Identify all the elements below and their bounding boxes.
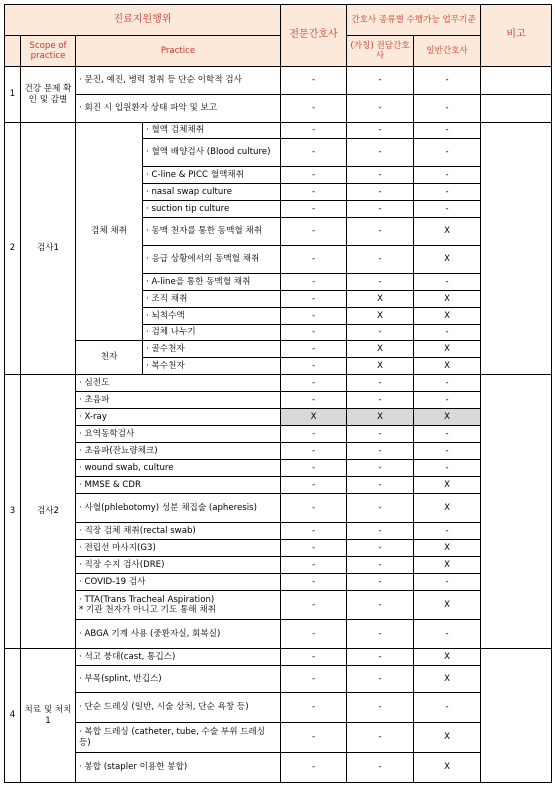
ap-nurse-value: - bbox=[281, 325, 347, 341]
practice-item: · suction tip culture bbox=[143, 201, 281, 218]
specialist-value: - bbox=[347, 426, 414, 443]
specialist-value: - bbox=[347, 591, 414, 620]
remarks-cell bbox=[481, 123, 552, 375]
specialist-value: - bbox=[347, 574, 414, 591]
specialist-value: - bbox=[347, 753, 414, 783]
general-value: - bbox=[414, 139, 481, 167]
general-value: X bbox=[414, 409, 481, 426]
ap-nurse-value: - bbox=[281, 139, 347, 167]
specialist-value: - bbox=[347, 723, 414, 753]
practice-item: · 초음파 bbox=[76, 392, 281, 409]
section-number: 3 bbox=[5, 375, 21, 649]
general-value: X bbox=[414, 246, 481, 274]
specialist-value: - bbox=[347, 201, 414, 218]
specialist-value: - bbox=[347, 443, 414, 460]
ap-nurse-value: X bbox=[281, 409, 347, 426]
practice-item: · MMSE & CDR bbox=[76, 477, 281, 494]
general-value: - bbox=[414, 123, 481, 139]
practice-item: · 골수천자 bbox=[143, 341, 281, 358]
practice-table-document bbox=[4, 4, 551, 782]
section-number: 1 bbox=[5, 67, 21, 123]
header-specialist: (가칭) 전담간호사 bbox=[347, 36, 414, 67]
ap-nurse-value: - bbox=[281, 95, 347, 123]
header-main: 진료지원행위 bbox=[5, 5, 281, 36]
practice-item: · X-ray bbox=[76, 409, 281, 426]
practice-item bbox=[76, 591, 281, 620]
general-value: X bbox=[414, 477, 481, 494]
remarks-cell bbox=[481, 375, 552, 649]
practice-item: · 요역동학검사 bbox=[76, 426, 281, 443]
ap-nurse-value: - bbox=[281, 649, 347, 666]
ap-nurse-value: - bbox=[281, 341, 347, 358]
general-value: - bbox=[414, 167, 481, 184]
subgroup-puncture: 천자 bbox=[76, 341, 143, 375]
specialist-value: - bbox=[347, 67, 414, 95]
general-value: - bbox=[414, 443, 481, 460]
ap-nurse-value: - bbox=[281, 591, 347, 620]
ap-nurse-value: - bbox=[281, 123, 347, 139]
practice-item: · 조직 채취 bbox=[143, 291, 281, 308]
subgroup-specimen: 검체 채취 bbox=[76, 123, 143, 341]
ap-nurse-value: - bbox=[281, 460, 347, 477]
specialist-value: X bbox=[347, 341, 414, 358]
general-value: X bbox=[414, 557, 481, 574]
practice-item: · A-line을 통한 동맥혈 채취 bbox=[143, 274, 281, 291]
remarks-cell bbox=[481, 67, 552, 95]
ap-nurse-value: - bbox=[281, 693, 347, 723]
section-number: 4 bbox=[5, 649, 21, 783]
practice-item: · 전립선 마사지(G3) bbox=[76, 540, 281, 557]
specialist-value: - bbox=[347, 540, 414, 557]
specialist-value: - bbox=[347, 123, 414, 139]
specialist-value: - bbox=[347, 139, 414, 167]
practice-item: · 복합 드레싱 (catheter, tube, 수술 부위 드레싱 등) bbox=[76, 723, 281, 753]
header-scope: Scope of practice bbox=[21, 36, 76, 67]
general-value: - bbox=[414, 201, 481, 218]
ap-nurse-value: - bbox=[281, 666, 347, 693]
ap-nurse-value: - bbox=[281, 523, 347, 540]
specialist-value: X bbox=[347, 409, 414, 426]
header-remarks: 비고 bbox=[481, 5, 552, 67]
ap-nurse-value: - bbox=[281, 184, 347, 201]
practice-item: · 응급 상황에서의 동맥혈 채취 bbox=[143, 246, 281, 274]
ap-nurse-value: - bbox=[281, 620, 347, 649]
general-value: X bbox=[414, 666, 481, 693]
specialist-value: X bbox=[347, 308, 414, 325]
ap-nurse-value: - bbox=[281, 540, 347, 557]
ap-nurse-value: - bbox=[281, 443, 347, 460]
header-ap-nurse: 전문간호사 bbox=[281, 5, 347, 67]
specialist-value: - bbox=[347, 184, 414, 201]
practice-item: · wound swab, culture bbox=[76, 460, 281, 477]
ap-nurse-value: - bbox=[281, 494, 347, 523]
ap-nurse-value: - bbox=[281, 477, 347, 494]
general-value: - bbox=[414, 392, 481, 409]
practice-item: · 직장 수지 검사(DRE) bbox=[76, 557, 281, 574]
specialist-value: - bbox=[347, 274, 414, 291]
general-value: X bbox=[414, 291, 481, 308]
specialist-value: - bbox=[347, 666, 414, 693]
specialist-value: - bbox=[347, 557, 414, 574]
ap-nurse-value: - bbox=[281, 201, 347, 218]
ap-nurse-value: - bbox=[281, 67, 347, 95]
specialist-value: - bbox=[347, 325, 414, 341]
specialist-value: - bbox=[347, 649, 414, 666]
specialist-value: - bbox=[347, 460, 414, 477]
header-general: 일반간호사 bbox=[414, 36, 481, 67]
general-value: - bbox=[414, 67, 481, 95]
practice-item: · 심전도 bbox=[76, 375, 281, 392]
remarks-cell bbox=[481, 649, 552, 783]
specialist-value: - bbox=[347, 95, 414, 123]
practice-item: · 석고 붕대(cast, 통깁스) bbox=[76, 649, 281, 666]
header-group: 간호사 종류별 수행가능 업무기준 bbox=[347, 5, 481, 36]
general-value: - bbox=[414, 574, 481, 591]
ap-nurse-value: - bbox=[281, 246, 347, 274]
general-value: - bbox=[414, 693, 481, 723]
specialist-value: - bbox=[347, 494, 414, 523]
specialist-value: - bbox=[347, 693, 414, 723]
general-value: X bbox=[414, 341, 481, 358]
practice-item: · 초음파(잔뇨량체크) bbox=[76, 443, 281, 460]
practice-item: · 부목(splint, 반깁스) bbox=[76, 666, 281, 693]
general-value: X bbox=[414, 218, 481, 246]
ap-nurse-value: - bbox=[281, 723, 347, 753]
section-scope: 검사1 bbox=[21, 123, 76, 375]
specialist-value: - bbox=[347, 523, 414, 540]
ap-nurse-value: - bbox=[281, 274, 347, 291]
practice-item: · 단순 드레싱 (일반, 시술 상처, 단순 욕창 등) bbox=[76, 693, 281, 723]
practice-item-note: * 기관 천자가 아니고 기도 통해 채취 bbox=[79, 605, 216, 615]
practice-item: · 동맥 천자를 통한 동맥혈 채취 bbox=[143, 218, 281, 246]
header-practice: Practice bbox=[76, 36, 281, 67]
practice-item: · C-line & PICC 혈액채취 bbox=[143, 167, 281, 184]
specialist-value: - bbox=[347, 375, 414, 392]
general-value: - bbox=[414, 325, 481, 341]
general-value: - bbox=[414, 460, 481, 477]
specialist-value: - bbox=[347, 392, 414, 409]
remarks-cell bbox=[481, 95, 552, 123]
ap-nurse-value: - bbox=[281, 557, 347, 574]
ap-nurse-value: - bbox=[281, 358, 347, 375]
ap-nurse-value: - bbox=[281, 426, 347, 443]
practice-item: · 검체 나누기 bbox=[143, 325, 281, 341]
practice-item: · 회진 시 입원환자 상태 파악 및 보고 bbox=[76, 95, 281, 123]
general-value: - bbox=[414, 523, 481, 540]
general-value: - bbox=[414, 184, 481, 201]
ap-nurse-value: - bbox=[281, 753, 347, 783]
section-scope: 검사2 bbox=[21, 375, 76, 649]
general-value: - bbox=[414, 274, 481, 291]
practice-item: · 복수천자 bbox=[143, 358, 281, 375]
practice-item: · ABGA 기계 사용 (중환자실, 회복실) bbox=[76, 620, 281, 649]
practice-item: · 사혈(phlebotomy) 성분 채집술 (apheresis) bbox=[76, 494, 281, 523]
general-value: X bbox=[414, 723, 481, 753]
general-value: - bbox=[414, 375, 481, 392]
specialist-value: - bbox=[347, 246, 414, 274]
general-value: X bbox=[414, 308, 481, 325]
general-value: X bbox=[414, 358, 481, 375]
general-value: X bbox=[414, 494, 481, 523]
general-value: - bbox=[414, 620, 481, 649]
ap-nurse-value: - bbox=[281, 167, 347, 184]
section-number: 2 bbox=[5, 123, 21, 375]
general-value: X bbox=[414, 540, 481, 557]
ap-nurse-value: - bbox=[281, 308, 347, 325]
section-scope: 치료 및 처치1 bbox=[21, 649, 76, 783]
ap-nurse-value: - bbox=[281, 291, 347, 308]
practice-item: · 혈액 배양검사 (Blood culture) bbox=[143, 139, 281, 167]
general-value: - bbox=[414, 426, 481, 443]
general-value: X bbox=[414, 649, 481, 666]
ap-nurse-value: - bbox=[281, 375, 347, 392]
practice-item: · 봉합 (stapler 이용한 봉합) bbox=[76, 753, 281, 783]
practice-item: · 혈액 검체채취 bbox=[143, 123, 281, 139]
specialist-value: X bbox=[347, 358, 414, 375]
ap-nurse-value: - bbox=[281, 574, 347, 591]
practice-item-line: · TTA(Trans Tracheal Aspiration) bbox=[79, 594, 215, 605]
practice-item: · COVID-19 검사 bbox=[76, 574, 281, 591]
practice-item: · nasal swap culture bbox=[143, 184, 281, 201]
ap-nurse-value: - bbox=[281, 392, 347, 409]
specialist-value: - bbox=[347, 620, 414, 649]
general-value: - bbox=[414, 95, 481, 123]
specialist-value: X bbox=[347, 291, 414, 308]
practice-item: · 뇌척수액 bbox=[143, 308, 281, 325]
specialist-value: - bbox=[347, 477, 414, 494]
practice-table bbox=[4, 4, 552, 783]
general-value: X bbox=[414, 753, 481, 783]
specialist-value: - bbox=[347, 218, 414, 246]
specialist-value: - bbox=[347, 167, 414, 184]
practice-item: · 직장 검체 채취(rectal swab) bbox=[76, 523, 281, 540]
section-scope: 건강 문제 확인 및 감별 bbox=[21, 67, 76, 123]
general-value: X bbox=[414, 591, 481, 620]
ap-nurse-value: - bbox=[281, 218, 347, 246]
practice-item: · 문진, 예진, 병력 청취 등 단순 이학적 검사 bbox=[76, 67, 281, 95]
